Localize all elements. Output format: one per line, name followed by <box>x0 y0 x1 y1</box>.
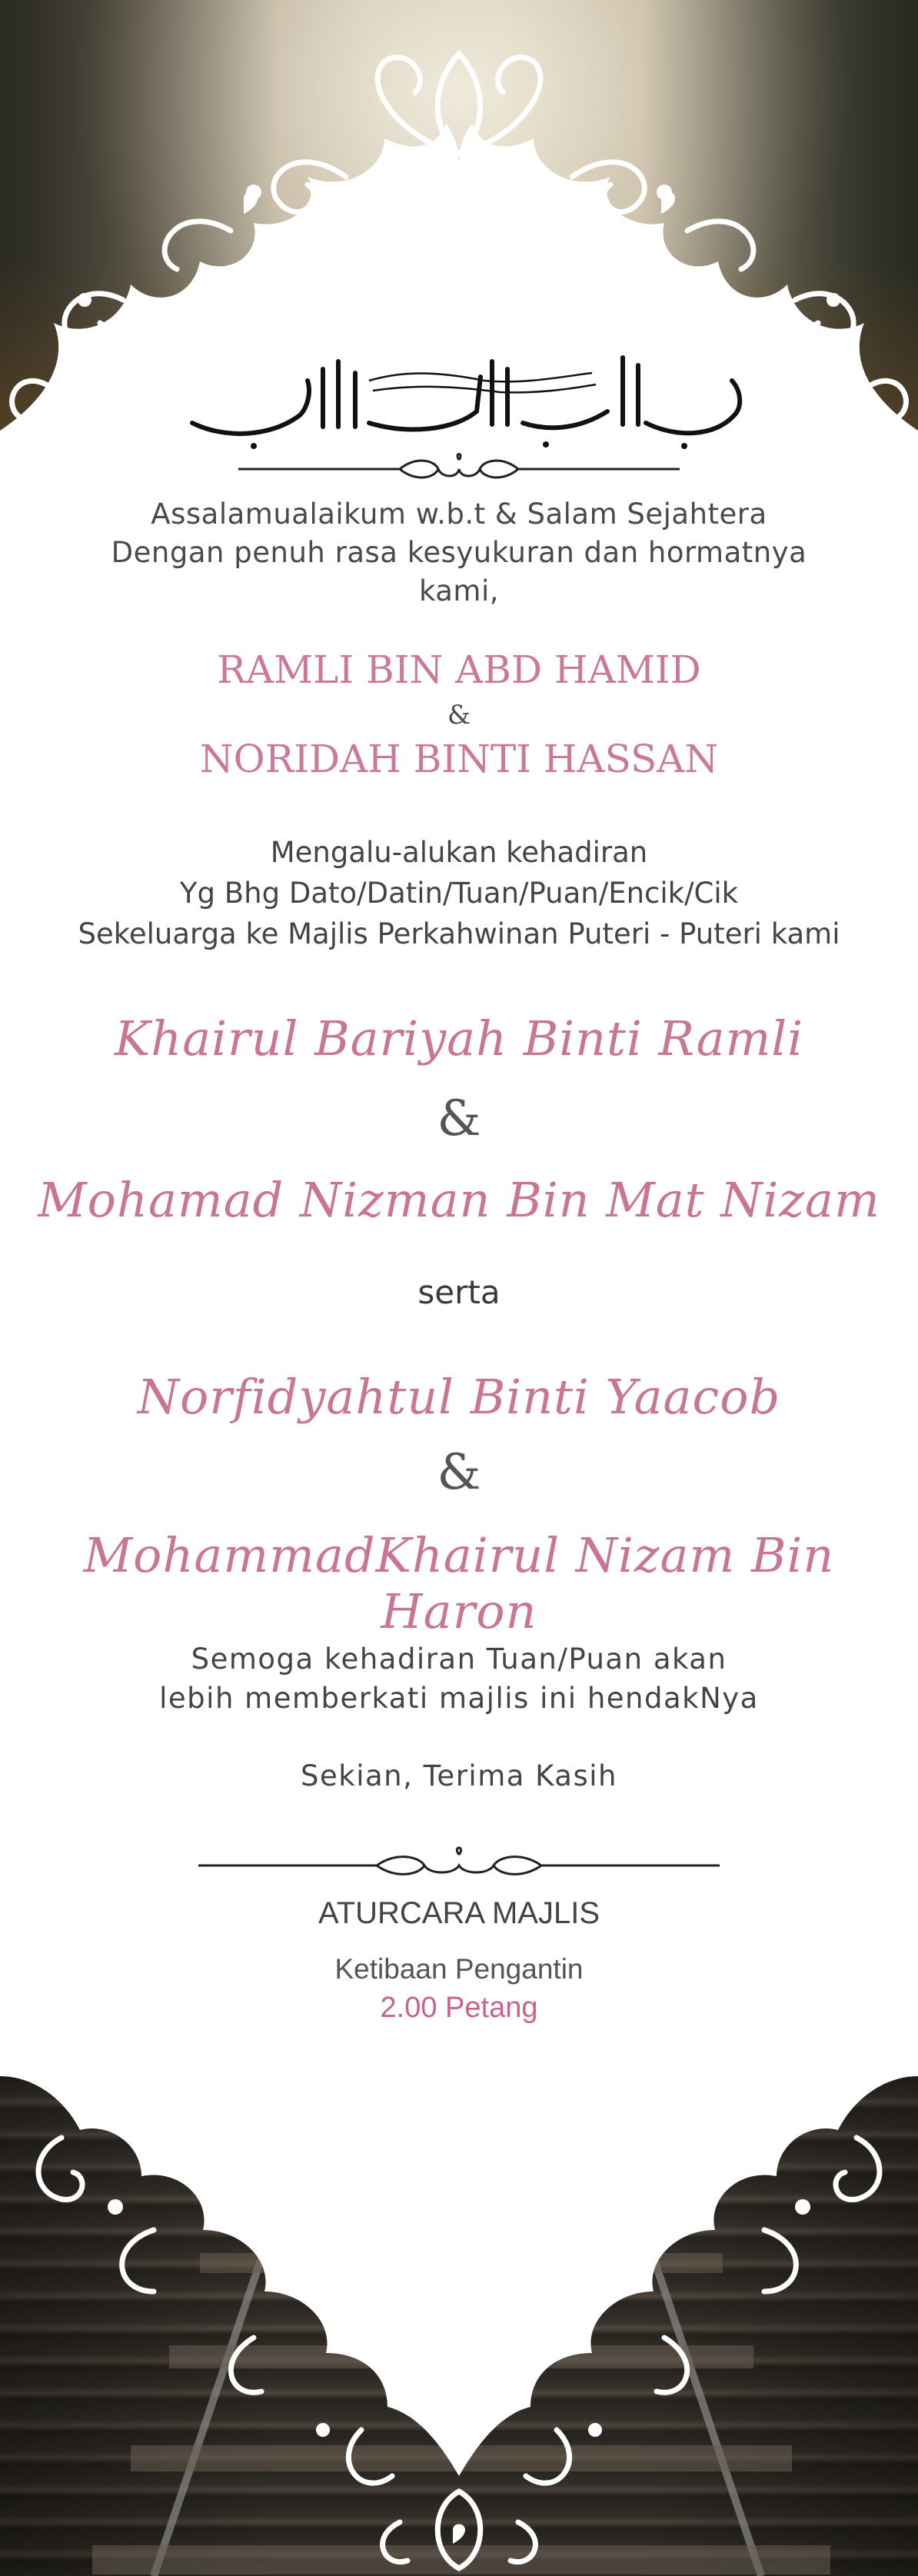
invitation-line-1: Mengalu-alukan kehadiran <box>270 836 648 869</box>
closing-block <box>0 1639 918 1718</box>
invitation-block <box>0 832 918 954</box>
greeting-line-1: Assalamualaikum w.b.t & Salam Sejahtera <box>151 498 767 531</box>
greeting-line-3: kami, <box>418 574 500 607</box>
invitation-line-2: Yg Bhg Dato/Datin/Tuan/Puan/Encik/Cik <box>179 877 739 910</box>
parents-ampersand: & <box>447 700 471 731</box>
greeting-block <box>0 495 918 611</box>
top-divider <box>0 444 918 491</box>
closing-line-2: lebih memberkati majlis ini hendakNya <box>159 1682 759 1715</box>
serta-joiner: serta <box>417 1273 501 1311</box>
bottom-ornament-frame <box>0 2030 918 2576</box>
couple2-bride-name: Norfidyahtul Binti Yaacob <box>137 1369 781 1425</box>
schedule-divider <box>0 1841 918 1887</box>
invitation-line-3: Sekeluarga ke Majlis Perkahwinan Puteri - Puteri kami <box>78 917 840 950</box>
father-name: RAMLI BIN ABD HAMID <box>217 647 701 692</box>
mother-name: NORIDAH BINTI HASSAN <box>199 737 719 781</box>
schedule-item-time: 2.00 Petang <box>380 1992 538 2024</box>
schedule-title: ATURCARA MAJLIS <box>318 1896 600 1930</box>
greeting-line-2: Dengan penuh rasa kesyukuran dan hormatnya <box>111 536 807 569</box>
closing-thanks: Sekian, Terima Kasih <box>301 1759 617 1792</box>
couple1-groom-name: Mohamad Nizman Bin Mat Nizam <box>38 1172 880 1228</box>
schedule-item-label: Ketibaan Pengantin <box>334 1953 584 1985</box>
couple2-groom-name: MohammadKhairul Nizam Bin Haron <box>83 1527 835 1639</box>
bismillah-calligraphy <box>177 338 746 454</box>
closing-line-1: Semoga kehadiran Tuan/Puan akan <box>191 1642 727 1676</box>
couple2-ampersand: & <box>437 1444 481 1501</box>
couple1-bride-name: Khairul Bariyah Binti Ramli <box>114 1010 804 1067</box>
couple1-ampersand: & <box>437 1090 481 1147</box>
